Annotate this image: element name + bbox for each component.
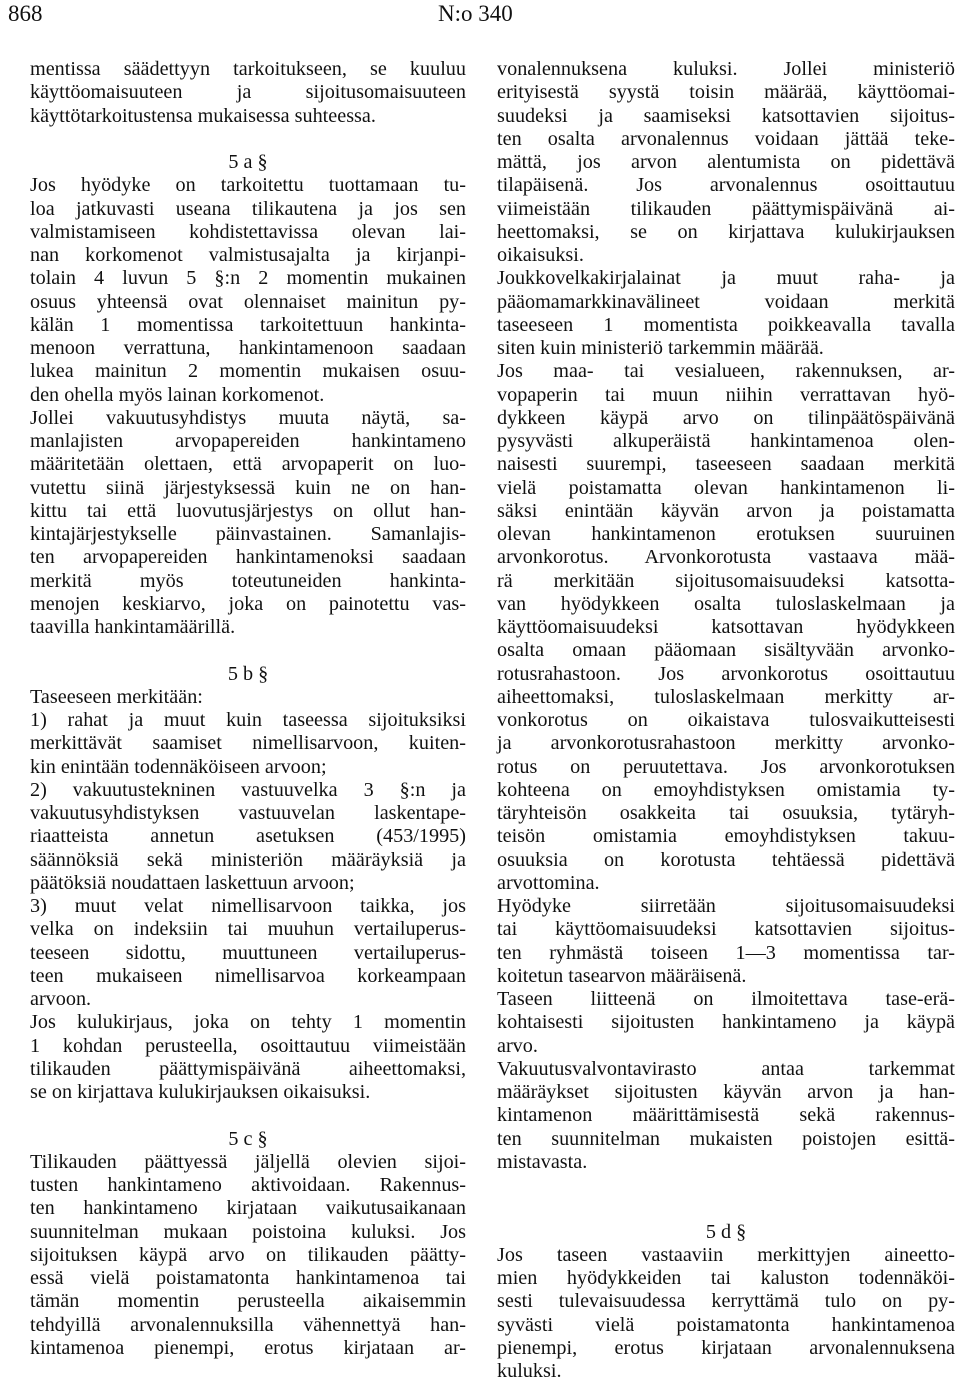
- text-line: viimeistään tilikauden päättymispäivänä ai-: [497, 197, 955, 220]
- text-line: määritetään olettaen, että arvopaperit on luo-: [30, 453, 466, 476]
- text-line: mättä, jos arvon alentumista on pidettävä: [497, 151, 955, 173]
- text-line: ten arvopapereiden hankintamenoksi saadaan: [30, 546, 466, 569]
- text-line: Jos kulukirjaus, joka on tehty 1 momentin: [30, 1011, 466, 1034]
- text-line: menojen keskiarvo, joka on painotettu vas-: [30, 592, 466, 615]
- page-header: [0, 0, 960, 38]
- text-line: loa jatkuvasti useana tilikautena ja jos sen: [30, 197, 466, 220]
- text-line: tilapäisenä. Jos arvonalennus osoittautuu: [497, 174, 955, 197]
- text-line: 1) rahat ja muut kuin taseessa sijoituksiksi: [30, 709, 466, 731]
- text-line: tusten hankintameno aktivoidaan. Rakennus-: [30, 1174, 466, 1196]
- text-line: kohteena on emoyhdistyksen omistamia ty-: [497, 778, 955, 801]
- text-line: ja arvonkorotusrahastoon merkitty arvonko-: [497, 732, 955, 755]
- text-line: kintajärjestykselle päinvastainen. Samanlajis-: [30, 523, 466, 545]
- text-line: olevan hankintamenon erotuksen suuruinen: [497, 523, 955, 545]
- blank-line: [497, 1197, 955, 1220]
- text-line: erityisestä syystä toisin määrää, käyttöomai-: [497, 81, 955, 104]
- text-line: kittu tai että luovutusjärjestys on ollut han-: [30, 499, 466, 522]
- right-text-column: [497, 58, 955, 1383]
- text-line: tolain 4 luvun 5 §:n 2 momentin mukainen: [30, 267, 466, 290]
- text-line: pysyvästi alkuperäistä hankintamenoa olen-: [497, 430, 955, 452]
- text-line: teeseen sidottu, muuttuneen vertailuperus-: [30, 941, 466, 964]
- text-line: riaatteista annetun asetuksen (453/1995): [30, 825, 466, 848]
- text-line: merkittävät saamiset nimellisarvoon, kuiten-: [30, 732, 466, 755]
- text-line: täryhteisön osakkeita tai osuuksia, tytäryh-: [497, 802, 955, 824]
- text-line: Jos hyödyke on tarkoitettu tuottamaan tu-: [30, 174, 466, 197]
- text-line: oikaisuksi.: [497, 244, 584, 266]
- text-line: van hyödykkeen osalta tuloslaskelmaan ja: [497, 592, 955, 615]
- text-line: suudeksi ja saamiseksi katsottavien sijoitus-: [497, 104, 955, 127]
- text-line: mistavasta.: [497, 1150, 588, 1173]
- text-line: Hyödyke siirretään sijoitusomaisuudeksi: [497, 895, 955, 917]
- text-line: Jos maa- tai vesialueen, rakennuksen, ar-: [497, 360, 955, 383]
- text-line: siten kuin ministeriö tarkemmin määrää.: [497, 337, 824, 359]
- blank-line: [30, 128, 466, 151]
- text-line: tilikauden päättymispäivänä aiheettomaksi,: [30, 1057, 466, 1080]
- page-number: 868: [8, 1, 43, 26]
- text-line: suunnitelman mukaan poistoina kuluksi. Jos: [30, 1220, 466, 1243]
- text-line: essä vielä poistamatonta hankintamenoa tai: [30, 1267, 466, 1289]
- text-line: käyttötarkoitustensa mukaisessa suhteessa.: [30, 104, 376, 127]
- text-line: 1 kohdan perusteella, osoittautuu viimeistään: [30, 1034, 466, 1057]
- text-line: ten hankintameno kirjataan vaikutusaikanaan: [30, 1197, 466, 1220]
- text-line: den ohella myös lainan korkomenot.: [30, 383, 325, 406]
- text-line: päätöksiä noudattaen laskettuun arvoon;: [30, 871, 355, 894]
- text-line: Joukkovelkakirjalainat ja muut raha- ja: [497, 267, 955, 290]
- text-line: rä merkitään sijoitusomaisuudeksi katsotta-: [497, 569, 955, 592]
- text-line: vakuutusyhdistyksen vastuuvelan laskentape-: [30, 802, 466, 824]
- text-line: osalta omaan pääomaan sisältyvään arvonko-: [497, 639, 955, 662]
- text-line: taavilla hankintamäärillä.: [30, 616, 236, 638]
- text-line: ten ryhmästä toiseen 1—3 momentissa tar-: [497, 941, 955, 964]
- text-line: teen mukaiseen nimellisarvoa korkeampaan: [30, 964, 466, 987]
- text-line: heettomaksi, se on kirjattava kulukirjauksen: [497, 220, 955, 243]
- text-line: säksi enintään käyvän arvon ja poistamatta: [497, 499, 955, 522]
- text-line: rotusrahastoon. Jos arvonkorotus osoittautuu: [497, 662, 955, 685]
- text-line: valmistamiseen kohdistettavissa olevan lai-: [30, 220, 466, 243]
- text-line: kintamenoa pienempi, erotus kirjataan ar-: [30, 1336, 466, 1359]
- text-line: Taseeseen merkitään:: [30, 685, 203, 708]
- text-line: 2) vakuutustekninen vastuuvelka 3 §:n ja: [30, 778, 466, 801]
- text-line: arvottomina.: [497, 871, 600, 894]
- text-line: naisesti suurempi, taseeseen saadaan merkitä: [497, 453, 955, 476]
- text-line: vopaperin tai muun niihin verrattavan hyö-: [497, 383, 955, 406]
- section-heading: 5 c §: [228, 1127, 268, 1150]
- blank-line: [30, 639, 466, 662]
- text-line: Vakuutusvalvontavirasto antaa tarkemmat: [497, 1057, 955, 1080]
- text-line: koitetun tasearvon määräisenä.: [497, 964, 747, 987]
- text-line: osuuksia on korotusta tehtäessä pidettävä: [497, 848, 955, 871]
- text-line: rotus on peruutettava. Jos arvonkorotuksen: [497, 755, 955, 778]
- text-line: Tilikauden päättyessä jäljellä olevien sijoi-: [30, 1150, 466, 1173]
- text-line: pienempi, erotus kirjataan arvonalennuksena: [497, 1336, 955, 1359]
- text-line: arvoon.: [30, 988, 92, 1010]
- text-line: kohtaisesti sijoitusten hankintameno ja käypä: [497, 1011, 955, 1034]
- left-text-column: [30, 58, 466, 1360]
- text-line: vonkorotus on oikaistava tulosvaikutteisesti: [497, 709, 955, 731]
- text-line: vielä poistamatta olevan hankintamenon li-: [497, 476, 955, 499]
- text-line: mien hyödykkeiden tai kaluston todennäköi-: [497, 1267, 955, 1289]
- text-line: se on kirjattava kulukirjauksen oikaisuksi.: [30, 1081, 371, 1103]
- text-line: aiheettomaksi, tuloslaskelmaan merkitty ar-: [497, 685, 955, 708]
- text-line: vutettu siinä järjestyksessä kuin ne on han-: [30, 476, 466, 499]
- text-line: menoon verrattuna, hankintamenoon saadaan: [30, 337, 466, 359]
- text-line: teisön omistamia emoyhdistyksen takuu-: [497, 825, 955, 848]
- text-line: kuluksi.: [497, 1360, 562, 1382]
- text-line: ten suunnitelman mukaisten poistojen esittä-: [497, 1127, 955, 1150]
- text-line: velka on indeksiin tai muuhun vertailuperus-: [30, 918, 466, 941]
- text-line: Jos taseen vastaaviin merkittyjen aineetto-: [497, 1243, 955, 1266]
- text-line: tehdyillä arvonalennuksilla vähennettyä han-: [30, 1313, 466, 1336]
- text-line: vonalennuksena kuluksi. Jollei ministeriö: [497, 58, 955, 80]
- blank-line: [30, 1104, 466, 1127]
- text-line: kin enintään todennäköiseen arvoon;: [30, 755, 327, 778]
- text-line: syvästi vielä poistamatonta hankintamenoa: [497, 1313, 955, 1336]
- text-line: kintamenon määrittämisestä sekä rakennus-: [497, 1104, 955, 1127]
- text-line: säännöksiä sekä ministeriön määräyksiä ja: [30, 848, 466, 871]
- text-line: merkitä myös toteutuneiden hankinta-: [30, 569, 466, 592]
- text-line: määräykset sijoitusten käyvän arvon ja han-: [497, 1081, 955, 1103]
- text-line: käyttöomaisuudeksi katsottavan hyödykkeen: [497, 616, 955, 638]
- text-line: tämän momentin perusteella aikaisemmin: [30, 1290, 466, 1313]
- text-line: käyttöomaisuuteen ja sijoitusomaisuuteen: [30, 81, 466, 104]
- text-line: tai käyttöomaisuudeksi katsottavien sijoitus-: [497, 918, 955, 941]
- text-line: ten osalta arvonalennus voidaan jättää teke-: [497, 127, 955, 150]
- text-line: mentissa säädettyyn tarkoitukseen, se kuuluu: [30, 58, 466, 80]
- blank-line: [497, 1174, 955, 1197]
- text-line: dykkeen käypä arvo on tilinpäätöspäivänä: [497, 406, 955, 429]
- section-heading: 5 d §: [705, 1220, 747, 1243]
- text-line: arvonkorotus. Arvonkorotusta vastaava mää-: [497, 546, 955, 569]
- text-line: arvo.: [497, 1034, 538, 1057]
- text-line: lukea mainitun 2 momentin mukaisen osuu-: [30, 360, 466, 383]
- text-line: Taseen liitteenä on ilmoitettava tase-erä-: [497, 988, 955, 1010]
- text-line: 3) muut velat nimellisarvoon taikka, jos: [30, 895, 466, 917]
- text-line: manlajisten arvopapereiden hankintameno: [30, 430, 466, 452]
- text-line: sesti tulevaisuudessa kerryttämä tulo on py-: [497, 1290, 955, 1313]
- text-line: taseeseen 1 momentista poikkeavalla tavalla: [497, 313, 955, 336]
- text-line: nan korkomenot valmistusajalta ja kirjanpi-: [30, 244, 466, 266]
- section-heading: 5 a §: [228, 151, 268, 173]
- text-line: kälän 1 momentissa tarkoitettuun hankinta-: [30, 313, 466, 336]
- text-line: pääomamarkkinavälineet voidaan merkitä: [497, 290, 955, 313]
- section-heading: 5 b §: [227, 662, 269, 685]
- text-line: sijoituksen käypä arvo on tilikauden päätty-: [30, 1243, 466, 1266]
- document-number: N:o 340: [438, 1, 513, 26]
- text-line: Jollei vakuutusyhdistys muuta näytä, sa-: [30, 406, 466, 429]
- text-line: osuus yhteensä ovat olennaiset mainitun py-: [30, 290, 466, 313]
